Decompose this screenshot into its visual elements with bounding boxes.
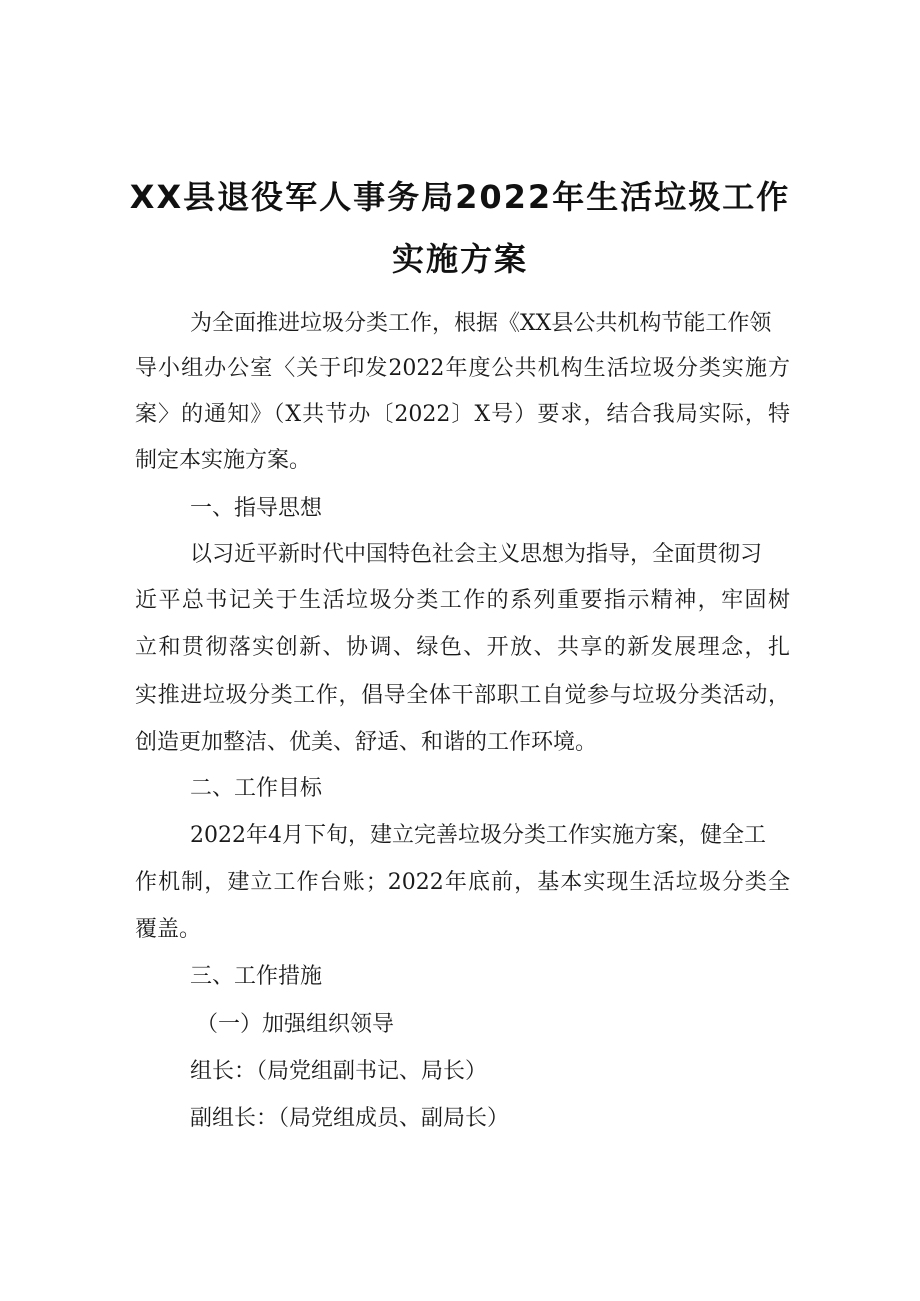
section-1-line-5: 创造更加整洁、优美、舒适、和谐的工作环境。	[135, 730, 598, 755]
section-1-line-3: 立和贯彻落实创新、协调、绿色、开放、共享的新发展理念，扎	[135, 635, 790, 660]
section-1-line-2: 近平总书记关于生活垃圾分类工作的系列重要指示精神，牢固树	[135, 588, 790, 613]
intro-paragraph-line-3: 案〉的通知》（X共节办〔2022〕X号）要求，结合我局实际，特	[135, 402, 790, 427]
section-1-line-4: 实推进垃圾分类工作，倡导全体干部职工自觉参与垃圾分类活动，	[135, 683, 790, 708]
section-2-line-1: 2022年4月下旬，建立完善垃圾分类工作实施方案，健全工	[190, 823, 766, 848]
section-2-line-3: 覆盖。	[135, 917, 202, 942]
section-1-line-1: 以习近平新时代中国特色社会主义思想为指导，全面贯彻习	[190, 542, 763, 567]
section-1-heading: 一、指导思想	[190, 496, 323, 521]
section-3-heading: 三、工作措施	[190, 964, 323, 989]
leader-line: 组长：（局党组副书记、局长）	[190, 1059, 488, 1084]
document-title-line-2: 实施方案	[391, 240, 528, 278]
intro-paragraph-line-1: 为全面推进垃圾分类工作，根据《XX县公共机构节能工作领	[190, 311, 772, 336]
document-title-line-1: XX县退役军人事务局2022年生活垃圾工作	[129, 178, 791, 216]
intro-paragraph-line-2: 导小组办公室〈关于印发2022年度公共机构生活垃圾分类实施方	[135, 356, 790, 381]
intro-paragraph-line-4: 制定本实施方案。	[135, 448, 312, 473]
deputy-leader-line: 副组长：（局党组成员、副局长）	[190, 1106, 510, 1131]
section-2-heading: 二、工作目标	[190, 776, 323, 801]
section-3-subheading: （一）加强组织领导	[196, 1012, 395, 1037]
section-2-line-2: 作机制，建立工作台账；2022年底前，基本实现生活垃圾分类全	[135, 870, 790, 895]
